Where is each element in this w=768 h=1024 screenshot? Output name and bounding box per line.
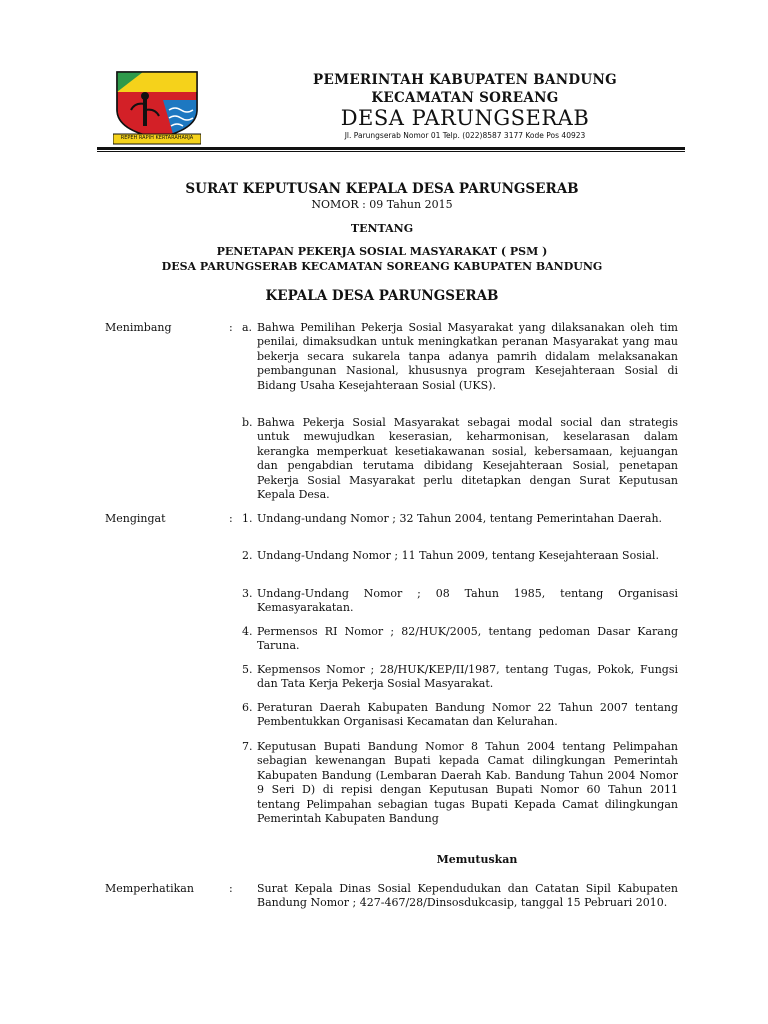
list-marker: 3. xyxy=(242,587,253,600)
list-marker: 7. xyxy=(242,740,253,753)
list-marker: 1. xyxy=(242,512,253,525)
menimbang-item-b xyxy=(242,416,678,502)
village-logo xyxy=(113,70,201,146)
letterhead-rule-thick xyxy=(97,147,685,150)
list-marker: 5. xyxy=(242,663,253,676)
letterhead-village: DESA PARUNGSERAB xyxy=(340,106,590,130)
mengingat-label: Mengingat xyxy=(105,512,166,525)
list-item-text: Kepmensos Nomor ; 28/HUK/KEP/II/1987, tentang Tugas, Pokok, Fungsi dan Tata Kerja Pekerja Sosial Masyarakat. xyxy=(257,663,678,691)
memperhatikan-colon: : xyxy=(229,882,233,895)
decree-about: TENTANG xyxy=(350,222,414,235)
decree-subject-line1: PENETAPAN PEKERJA SOSIAL MASYARAKAT ( PSM ) xyxy=(216,245,548,258)
menimbang-colon: : xyxy=(229,321,233,334)
mengingat-item-1 xyxy=(242,512,678,526)
menimbang-label: Menimbang xyxy=(105,321,172,334)
list-item-text: Peraturan Daerah Kabupaten Bandung Nomor 22 Tahun 2007 tentang Pembentukkan Organisasi Kecamatan dan Kelurahan. xyxy=(257,701,678,729)
list-item-text: Bahwa Pemilihan Pekerja Sosial Masyarakat yang dilaksanakan oleh tim penilai, dimaksudkan untuk meningkatkan peranan Masyarakat yang mau bekerja secara sukarela tanpa adanya pamrih didalam melaksanakan pembangunan Nasional, khususnya program Kesejahteraan Sosial di Bidang Usaha Kesejahteraan Sosial (UKS). xyxy=(257,321,678,392)
list-marker: 4. xyxy=(242,625,253,638)
list-item-text: Bahwa Pekerja Sosial Masyarakat sebagai modal social dan strategis untuk mewujudkan keserasian, keharmonisan, keselarasan dalam kerangka memperkuat kesetiakawanan sosial, kebersamaan, kejuangan dan pengabdian terutama dibidang Kesejahteraan Sosial, penetapan Pekerja Sosial Masyarakat perlu ditetapkan dengan Surat Keputusan Kepala Desa. xyxy=(257,416,678,502)
memutuskan-heading: Memutuskan xyxy=(436,853,518,866)
decree-subject-line2: DESA PARUNGSERAB KECAMATAN SOREANG KABUPATEN BANDUNG xyxy=(161,259,603,273)
menimbang-item-a xyxy=(242,321,678,393)
memperhatikan-text: Surat Kepala Dinas Sosial Kependudukan dan Catatan Sipil Kabupaten Bandung Nomor ; 427-467/28/Dinsosdukcasip, tanggal 15 Pebruari 2010. xyxy=(257,882,678,910)
list-marker: 2. xyxy=(242,549,253,562)
letterhead-government: PEMERINTAH KABUPATEN BANDUNG xyxy=(313,72,617,88)
memperhatikan-label: Memperhatikan xyxy=(105,882,194,895)
list-item-text: Undang-Undang Nomor ; 08 Tahun 1985, tentang Organisasi Kemasyarakatan. xyxy=(257,587,678,615)
list-marker: b. xyxy=(242,416,253,429)
decree-heading: SURAT KEPUTUSAN KEPALA DESA PARUNGSERAB xyxy=(185,181,579,197)
list-marker: 6. xyxy=(242,701,253,714)
mengingat-item-3 xyxy=(242,587,678,616)
mengingat-item-4 xyxy=(242,625,678,654)
mengingat-item-2 xyxy=(242,549,678,563)
list-item-text: Permensos RI Nomor ; 82/HUK/2005, tentang pedoman Dasar Karang Taruna. xyxy=(257,625,678,653)
letterhead-address: Jl. Parungserab Nomor 01 Telp. (022)8587 3177 Kode Pos 40923 xyxy=(344,131,586,140)
letterhead-district: KECAMATAN SOREANG xyxy=(371,90,559,106)
logo-motto: REPEH RAPIH KERTARAHARJA xyxy=(120,135,194,141)
list-marker: a. xyxy=(242,321,253,334)
mengingat-item-6 xyxy=(242,701,678,730)
decree-number: NOMOR : 09 Tahun 2015 xyxy=(311,198,453,211)
list-item-text: Undang-Undang Nomor ; 11 Tahun 2009, tentang Kesejahteraan Sosial. xyxy=(257,549,659,562)
mengingat-item-7 xyxy=(242,740,678,826)
list-item-text: Keputusan Bupati Bandung Nomor 8 Tahun 2004 tentang Pelimpahan sebagian kewenangan Bupati kepada Camat dilingkungan Pemerintah Kabupaten Bandung (Lembaran Daerah Kab. Bandung Tahun 2004 Nomor 9 Seri D) di repisi dengan Keputusan Bupati Nomor 60 Tahun 2011 tentang Pelimpahan sebagian tugas Bupati Kepada Camat dilingkungan Pemerintah Kabupaten Bandung xyxy=(257,740,678,826)
decree-subject xyxy=(97,245,667,274)
mengingat-item-5 xyxy=(242,663,678,692)
list-item-text: Undang-undang Nomor ; 32 Tahun 2004, tentang Pemerintahan Daerah. xyxy=(257,512,663,525)
mengingat-colon: : xyxy=(229,512,233,525)
letterhead-rule-thin xyxy=(97,151,685,152)
decree-issuer: KEPALA DESA PARUNGSERAB xyxy=(265,288,499,304)
